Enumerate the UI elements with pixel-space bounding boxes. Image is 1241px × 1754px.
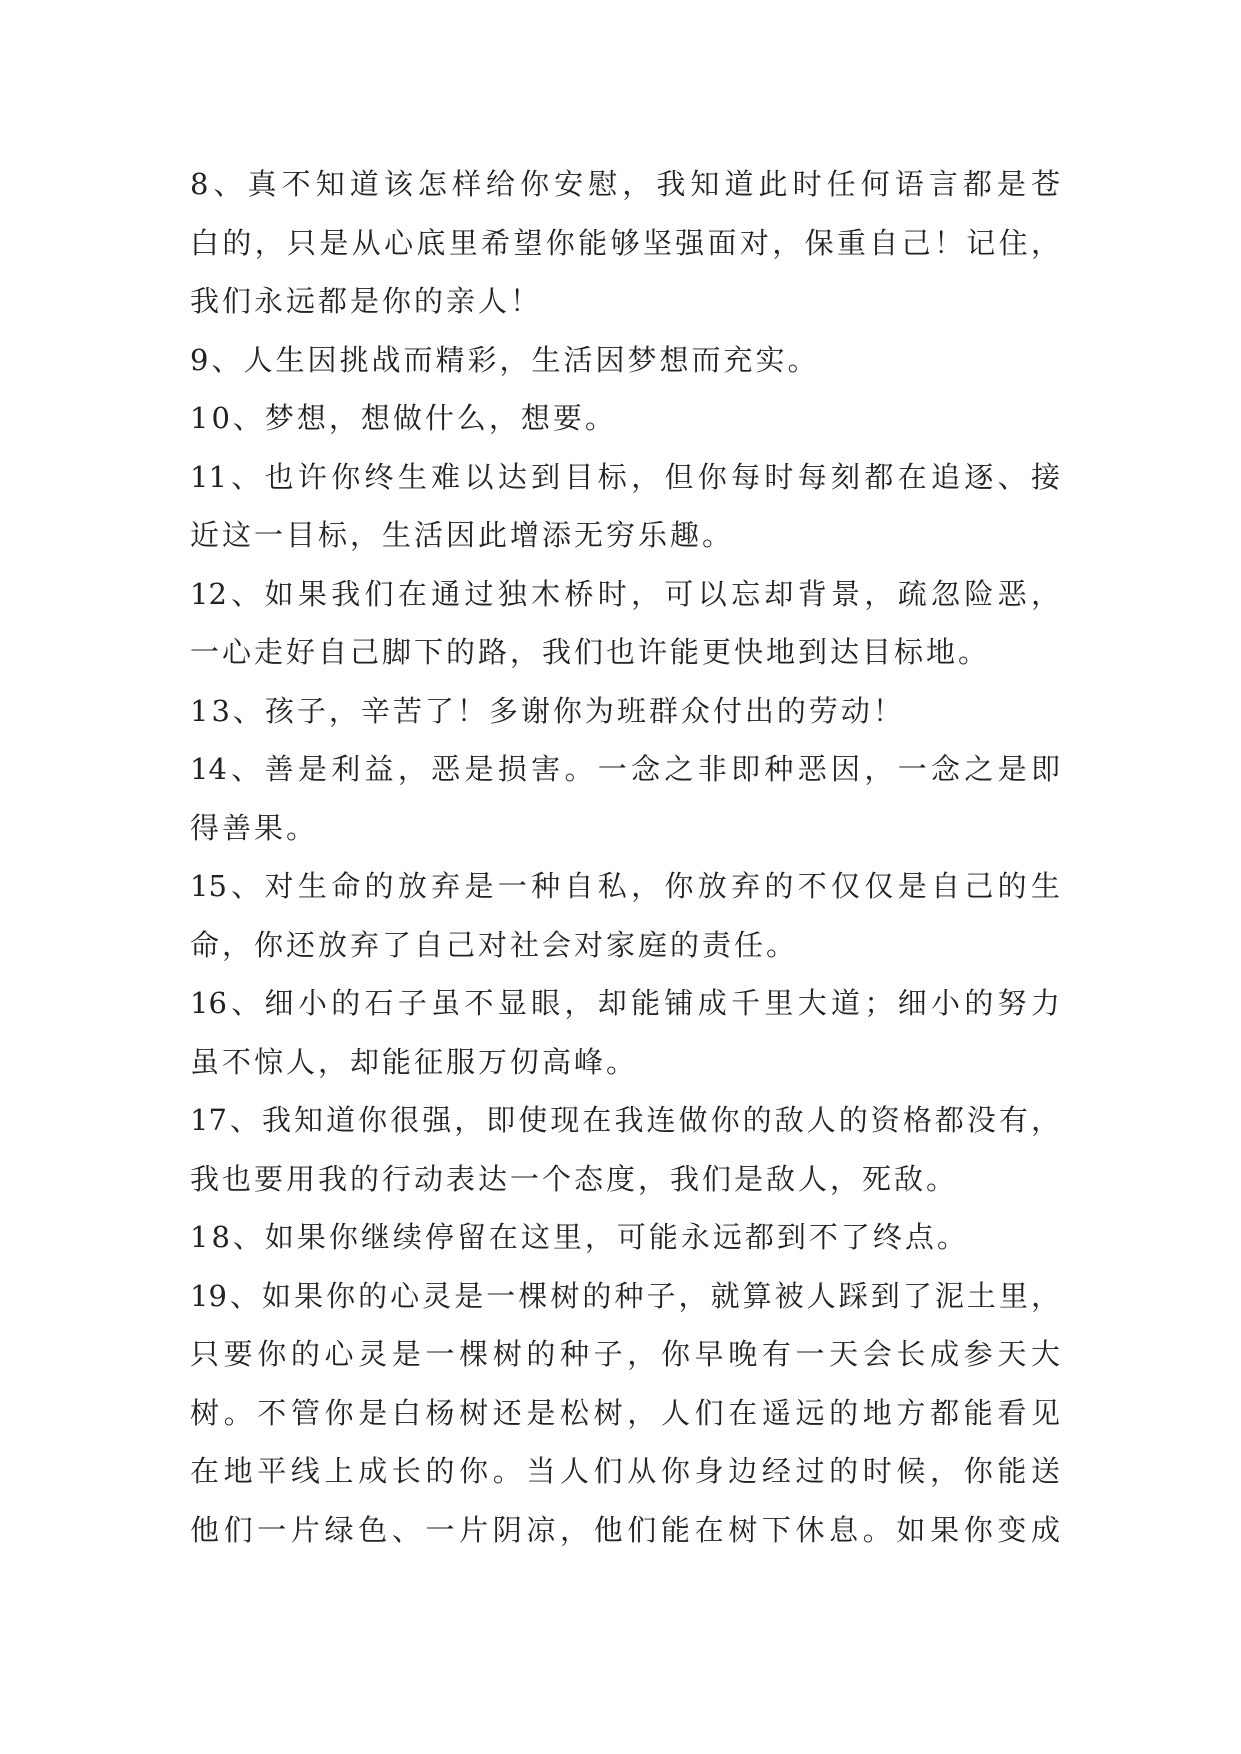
document-body [190, 155, 1060, 1559]
text-line: 19、如果你的心灵是一棵树的种子，就算被人踩到了泥土里， [190, 1278, 1060, 1313]
text-line: 白的，只是从心底里希望你能够坚强面对，保重自己！记住， [190, 225, 1060, 260]
text-line: 命，你还放弃了自己对社会对家庭的责任。 [190, 927, 799, 962]
text-line: 12、如果我们在通过独木桥时，可以忘却背景，疏忽险恶， [190, 576, 1060, 611]
text-line: 近这一目标，生活因此增添无穷乐趣。 [190, 518, 735, 552]
text-line: 10、梦想，想做什么，想要。 [190, 401, 617, 435]
text-line: 8、真不知道该怎样给你安慰，我知道此时任何语言都是苍 [190, 167, 1060, 201]
text-line: 一心走好自己脚下的路，我们也许能更快地到达目标地。 [190, 635, 991, 669]
text-line: 我也要用我的行动表达一个态度，我们是敌人，死敌。 [190, 1161, 959, 1196]
text-line: 树。不管你是白杨树还是松树，人们在遥远的地方都能看见 [190, 1395, 1060, 1430]
text-line: 15、对生命的放弃是一种自私，你放弃的不仅仅是自己的生 [190, 869, 1060, 903]
text-line: 得善果。 [190, 810, 319, 845]
text-line: 虽不惊人，却能征服万仞高峰。 [190, 1044, 639, 1079]
text-line: 16、细小的石子虽不显眼，却能铺成千里大道；细小的努力 [190, 986, 1060, 1020]
text-line: 14、善是利益，恶是损害。一念之非即种恶因，一念之是即 [190, 752, 1060, 786]
text-line: 只要你的心灵是一棵树的种子，你早晚有一天会长成参天大 [190, 1337, 1060, 1371]
text-line: 我们永远都是你的亲人！ [190, 284, 543, 318]
text-line: 他们一片绿色、一片阴凉，他们能在树下休息。如果你变成 [190, 1512, 1060, 1547]
text-line: 18、如果你继续停留在这里，可能永远都到不了终点。 [190, 1220, 969, 1254]
text-line: 13、孩子，辛苦了！多谢你为班群众付出的劳动！ [190, 693, 905, 728]
text-line: 9、人生因挑战而精彩，生活因梦想而充实。 [190, 342, 820, 377]
text-line: 11、也许你终生难以达到目标，但你每时每刻都在追逐、接 [190, 459, 1060, 494]
text-line: 在地平线上成长的你。当人们从你身边经过的时候，你能送 [190, 1454, 1060, 1488]
text-line: 17、我知道你很强，即使现在我连做你的敌人的资格都没有， [190, 1103, 1060, 1137]
